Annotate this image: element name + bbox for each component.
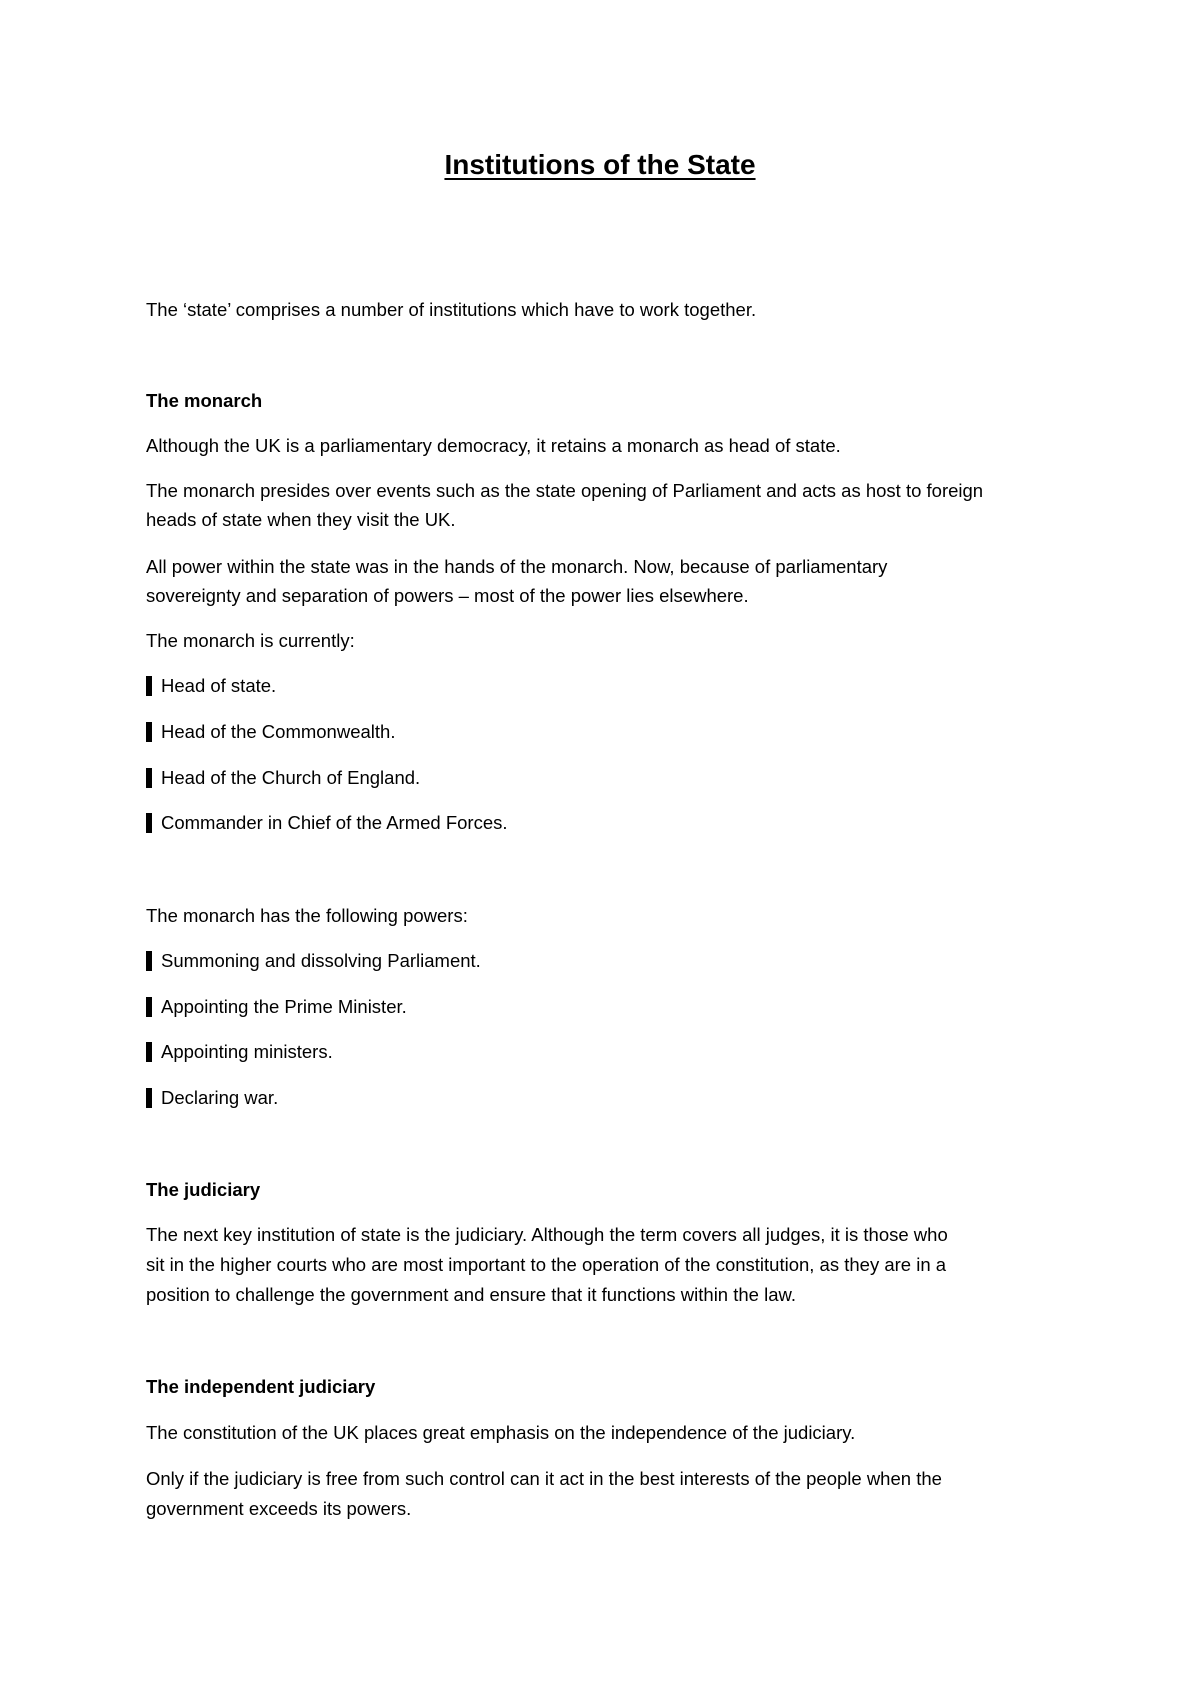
- list-item-text: Head of state.: [161, 675, 277, 696]
- bullet-icon: [146, 997, 152, 1017]
- monarch-paragraph-1: Although the UK is a parliamentary democracy, it retains a monarch as head of state.: [146, 435, 841, 456]
- bullet-icon: [146, 722, 152, 742]
- bullet-icon: [146, 813, 152, 833]
- monarch-paragraph-3-line-2: sovereignty and separation of powers – most of the power lies elsewhere.: [146, 585, 749, 606]
- list-item: [146, 763, 420, 793]
- independent-judiciary-paragraph-1: The constitution of the UK places great emphasis on the independence of the judiciary.: [146, 1422, 856, 1443]
- list-item: [146, 717, 395, 747]
- bullet-icon: [146, 1088, 152, 1108]
- list-item: [146, 1083, 278, 1113]
- monarch-roles-intro: The monarch is currently:: [146, 630, 355, 651]
- list-item: [146, 1037, 333, 1067]
- monarch-powers-intro: The monarch has the following powers:: [146, 905, 468, 926]
- list-item-text: Appointing ministers.: [161, 1041, 333, 1062]
- judiciary-paragraph-line-2: sit in the higher courts who are most important to the operation of the constitution, as they are in a: [146, 1254, 947, 1275]
- section-heading-independent-judiciary: The independent judiciary: [146, 1376, 376, 1397]
- list-item: [146, 946, 481, 976]
- list-item-text: Summoning and dissolving Parliament.: [161, 950, 481, 971]
- list-item: [146, 808, 508, 838]
- list-item: [146, 671, 276, 701]
- independent-judiciary-paragraph-2-line-1: Only if the judiciary is free from such control can it act in the best interests of the people when the: [146, 1468, 942, 1489]
- bullet-icon: [146, 951, 152, 971]
- section-heading-judiciary: The judiciary: [146, 1179, 261, 1200]
- list-item-text: Head of the Church of England.: [161, 767, 421, 788]
- monarch-paragraph-2-line-2: heads of state when they visit the UK.: [146, 509, 456, 530]
- intro-paragraph: The ‘state’ comprises a number of institutions which have to work together.: [146, 299, 757, 320]
- document-title: Institutions of the State: [444, 149, 756, 180]
- list-item-text: Head of the Commonwealth.: [161, 721, 396, 742]
- judiciary-paragraph-line-3: position to challenge the government and ensure that it functions within the law.: [146, 1284, 796, 1305]
- independent-judiciary-paragraph-2-line-2: government exceeds its powers.: [146, 1498, 412, 1519]
- judiciary-paragraph-line-1: The next key institution of state is the judiciary. Although the term covers all judges, it is those who: [146, 1224, 948, 1245]
- bullet-icon: [146, 768, 152, 788]
- bullet-icon: [146, 676, 152, 696]
- bullet-icon: [146, 1042, 152, 1062]
- monarch-paragraph-2-line-1: The monarch presides over events such as the state opening of Parliament and acts as host to foreign: [146, 480, 984, 501]
- section-heading-monarch: The monarch: [146, 390, 263, 411]
- list-item-text: Commander in Chief of the Armed Forces.: [161, 812, 508, 833]
- list-item: [146, 992, 407, 1022]
- monarch-paragraph-3-line-1: All power within the state was in the hands of the monarch. Now, because of parliamentary: [146, 556, 888, 577]
- list-item-text: Declaring war.: [161, 1087, 279, 1108]
- list-item-text: Appointing the Prime Minister.: [161, 996, 407, 1017]
